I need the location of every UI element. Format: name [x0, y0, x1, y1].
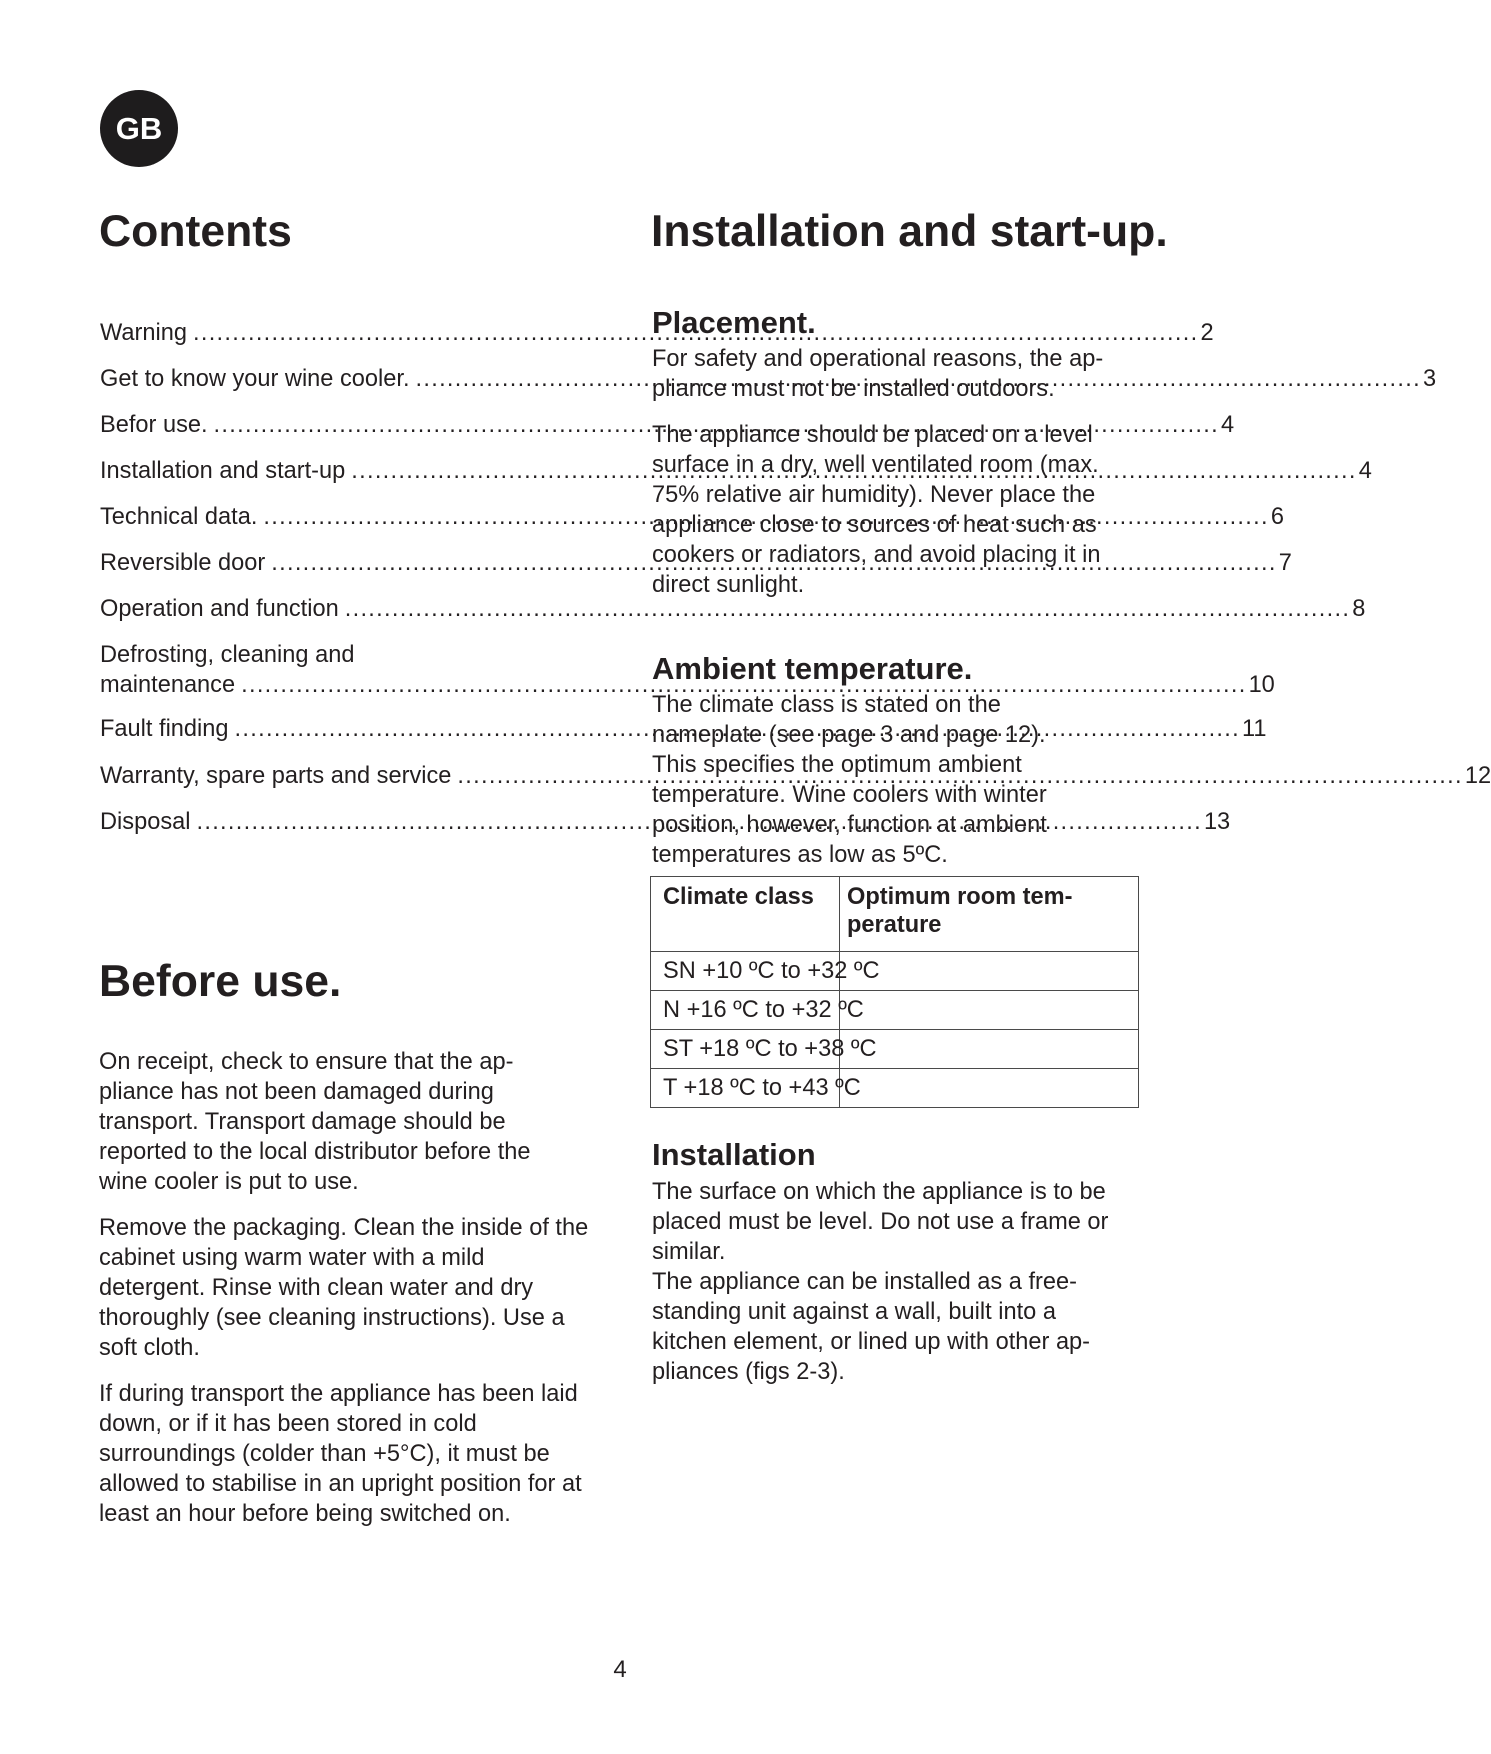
- installation-paragraph-2: The appliance can be installed as a free-standing unit against a wall, built into a kitchen element, or lined up with other ap-pliances (figs 2-3).: [652, 1269, 1091, 1385]
- before-use-title: Before use.: [99, 957, 342, 1006]
- before-use-paragraph-2: Remove the packaging. Clean the inside of the cabinet using warm water with a mild detergent. Rinse with clean water and dry thoroughly (see cleaning instructions). Use a soft cloth.: [99, 1215, 589, 1361]
- toc-page-number: 7: [1278, 550, 1292, 576]
- installation-body: [652, 1177, 1152, 1387]
- toc-label: Warranty, spare parts and service: [100, 763, 452, 789]
- table-header-optimum-temperature: Optimum room tem- perature: [840, 877, 1139, 952]
- ambient-body: [652, 690, 1157, 870]
- table-cell: [840, 1069, 1139, 1108]
- climate-row-st: ST +18 ºC to +38 ºC: [663, 1036, 877, 1062]
- table-row: [651, 1030, 1139, 1069]
- toc-label: Disposal: [100, 809, 191, 835]
- toc-entry-reversible-door[interactable]: [100, 532, 1292, 578]
- toc-label: Fault finding: [100, 716, 229, 742]
- toc-page-number: 12: [1464, 763, 1491, 789]
- before-use-paragraph-3: If during transport the appliance has been laid down, or if it has been stored in cold surroundings (colder than +5°C), it must be allowed to stabilise in an upright position for at least an hour before being switched on.: [99, 1381, 582, 1527]
- toc-entry-fault-finding[interactable]: [100, 700, 1267, 744]
- toc-entry-technical-data[interactable]: [100, 486, 1284, 532]
- toc-page-number: 4: [1358, 458, 1372, 484]
- language-badge: [100, 90, 178, 167]
- toc-page-number: 3: [1422, 366, 1437, 392]
- toc-page-number: 10: [1248, 672, 1275, 698]
- before-use-paragraph-1: On receipt, check to ensure that the ap-pliance has not been damaged during transport. Transport damage should be reported to the local distributor before the wine cooler is put to use.: [99, 1049, 531, 1195]
- table-header-row: [651, 877, 1139, 952]
- toc-label: Warning: [100, 320, 187, 346]
- placement-paragraph-1: For safety and operational reasons, the ap-pliance must not be installed outdoors.: [652, 346, 1104, 402]
- toc-label: Befor use.: [100, 412, 208, 438]
- toc-page-number: 2: [1200, 320, 1214, 346]
- toc-entry-operation[interactable]: [100, 578, 1366, 624]
- installation-startup-title: Installation and start-up.: [651, 207, 1168, 256]
- toc-label: maintenance: [100, 672, 236, 698]
- installation-title: Installation: [652, 1137, 816, 1172]
- toc-label: Installation and start-up: [100, 458, 346, 484]
- placement-title: Placement.: [652, 305, 816, 340]
- table-cell: [840, 952, 1139, 991]
- toc-page-number: 13: [1203, 809, 1231, 835]
- table-row: [651, 991, 1139, 1030]
- toc-page-number: 11: [1242, 716, 1267, 742]
- toc-entry-installation[interactable]: [100, 440, 1372, 486]
- table-header-climate-class: Climate class: [651, 877, 840, 952]
- table-cell: [651, 1069, 861, 1108]
- page-number: 4: [613, 1656, 627, 1683]
- table-cell: [651, 952, 880, 991]
- toc-label: Technical data.: [100, 504, 258, 530]
- climate-class-table: [650, 876, 1139, 1108]
- toc-page-number: 8: [1352, 596, 1366, 622]
- ambient-temperature-title: Ambient temperature.: [652, 651, 973, 686]
- ambient-paragraph: The climate class is stated on the nameplate (see page 3 and page 12). This specifies the optimum ambient temperature. Wine coolers with winter position, however, function at ambient temperatures as low as 5ºC.: [652, 692, 1047, 868]
- toc-entry-befor-use[interactable]: [100, 394, 1235, 440]
- climate-row-t: T +18 ºC to +43 ºC: [663, 1075, 861, 1101]
- toc-page-number: 6: [1270, 504, 1284, 530]
- table-cell: [840, 1030, 1139, 1069]
- table-row: [651, 952, 1139, 991]
- toc-label: Get to know your wine cooler.: [100, 366, 410, 392]
- climate-row-sn: SN +10 ºC to +32 ºC: [663, 958, 880, 984]
- toc-label: Operation and function: [100, 596, 339, 622]
- before-use-body: [99, 1047, 599, 1529]
- language-badge-label: GB: [115, 110, 163, 146]
- table-row: [651, 1069, 1139, 1108]
- placement-body: [652, 344, 1147, 600]
- placement-paragraph-2: The appliance should be placed on a level surface in a dry, well ventilated room (max. 75% relative air humidity). Never place the appliance close to sources of heat such as cookers or radiators, and avoid placing it in direct sunlight.: [652, 422, 1101, 598]
- toc-entry-disposal[interactable]: [100, 791, 1231, 837]
- toc-label: Reversible door: [100, 550, 266, 576]
- climate-row-n: N +16 ºC to +32 ºC: [663, 997, 864, 1023]
- toc-page-number: 4: [1221, 412, 1235, 438]
- toc-label-line1: Defrosting, cleaning and: [100, 642, 355, 668]
- table-cell: [651, 991, 864, 1030]
- toc-entry-warranty[interactable]: [100, 744, 1491, 791]
- table-cell: [840, 991, 1139, 1030]
- table-cell: [651, 1030, 877, 1069]
- contents-title: Contents: [99, 207, 292, 256]
- installation-paragraph-1: The surface on which the appliance is to be placed must be level. Do not use a frame or similar.: [652, 1179, 1109, 1265]
